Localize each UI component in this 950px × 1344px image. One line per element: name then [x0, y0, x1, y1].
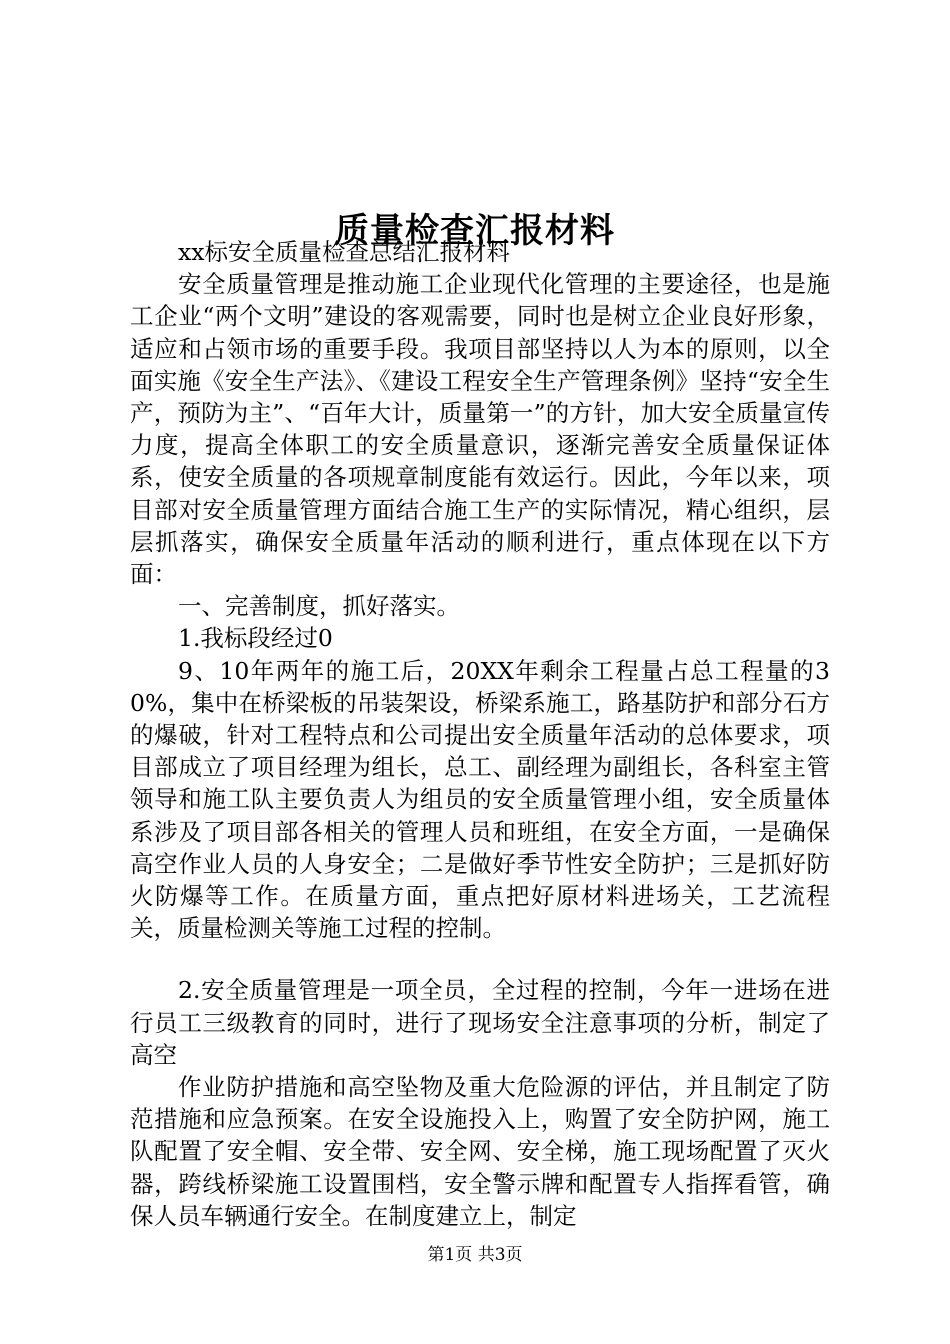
page-footer: 第1页 共3页: [427, 1245, 523, 1265]
body-paragraph: 作业防护措施和高空坠物及重大危险源的评估，并且制定了防范措施和应急预案。在安全设施投入上，购置了安全防护网，施工队配置了安全帽、安全带、安全网、安全梯，施工现场配置了灭火器，跨线桥梁施工设置围档，安全警示牌和配置专人指挥看管，确保人员车辆通行安全。在制度建立上，制定: [130, 1073, 830, 1230]
section-heading: 一、完善制度，抓好落实。: [178, 592, 460, 621]
body-paragraph: 9、10年两年的施工后，20XX年剩余工程量占总工程量的30%，集中在桥梁板的吊装架设，桥梁系施工，路基防护和部分石方的爆破，针对工程特点和公司提出安全质量年活动的总体要求，项目部成立了项目经理为组长，总工、副经理为副组长，各科室主管领导和施工队主要负责人为组员的安全质量管理小组，安全质量体系涉及了项目部各相关的管理人员和班组，在安全方面，一是确保高空作业人员的人身安全；二是做好季节性安全防护；三是抓好防火防爆等工作。在质量方面，重点把好原材料进场关，工艺流程关，质量检测关等施工过程的控制。: [130, 656, 830, 943]
list-item-2: 2.安全质量管理是一项全员，全过程的控制，今年一进场在进行员工三级教育的同时，进行了现场安全注意事项的分析，制定了高空: [130, 976, 830, 1069]
list-item-1: 1.我标段经过0: [178, 624, 333, 653]
document-body: [130, 236, 830, 1232]
subtitle-paragraph: xx标安全质量检查总结汇报材料: [178, 238, 511, 266]
document-title: 质量检查汇报材料: [335, 210, 615, 251]
intro-paragraph: 安全质量管理是推动施工企业现代化管理的主要途径，也是施工企业“两个文明”建设的客观需要，同时也是树立企业良好形象，适应和占领市场的重要手段。我项目部坚持以人为本的原则，以全面实施《安全生产法》、《建设工程安全生产管理条例》坚持“安全生产，预防为主”、“百年大计，质量第一”的方针，加大安全质量宣传力度，提高全体职工的安全质量意识，逐渐完善安全质量保证体系，使安全质量的各项规章制度能有效运行。因此，今年以来，项目部对安全质量管理方面结合施工生产的实际情况，精心组织，层层抓落实，确保安全质量年活动的顺利进行，重点体现在以下方面：: [130, 270, 830, 589]
